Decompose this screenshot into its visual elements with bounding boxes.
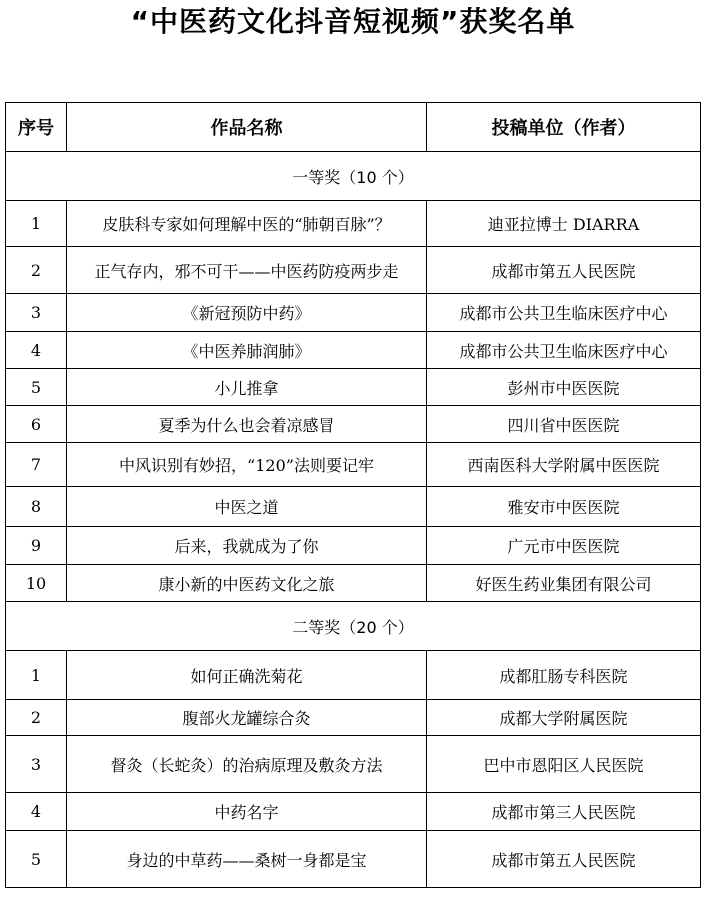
row-submitter: 四川省中医医院 (427, 406, 701, 443)
table-row (6, 565, 701, 602)
row-work-title: 《中医养肺润肺》 (67, 332, 427, 369)
row-submitter: 广元市中医医院 (427, 527, 701, 565)
row-index: 9 (6, 527, 67, 565)
row-index: 8 (6, 487, 67, 527)
row-submitter: 成都肛肠专科医院 (427, 651, 701, 700)
table-row (6, 736, 701, 793)
row-submitter: 西南医科大学附属中医医院 (427, 443, 701, 487)
table-row (6, 332, 701, 369)
row-work-title: 中药名字 (67, 793, 427, 831)
table-row (6, 406, 701, 443)
table-row (6, 247, 701, 294)
row-work-title: 皮肤科专家如何理解中医的“肺朝百脉”？ (67, 201, 427, 247)
row-work-title: 小儿推拿 (67, 369, 427, 406)
table-row (6, 294, 701, 332)
row-submitter: 彭州市中医医院 (427, 369, 701, 406)
table-row (6, 793, 701, 831)
row-index: 10 (6, 565, 67, 602)
section-label: 二等奖（20 个） (6, 602, 701, 651)
section-header-row (6, 152, 701, 201)
table-row (6, 651, 701, 700)
row-submitter: 雅安市中医医院 (427, 487, 701, 527)
row-index: 4 (6, 332, 67, 369)
row-index: 2 (6, 700, 67, 736)
awards-table (5, 102, 701, 888)
row-submitter: 好医生药业集团有限公司 (427, 565, 701, 602)
row-submitter: 迪亚拉博士 DIARRA (427, 201, 701, 247)
row-work-title: 正气存内，邪不可干——中医药防疫两步走 (67, 247, 427, 294)
row-index: 1 (6, 651, 67, 700)
table-row (6, 831, 701, 888)
row-work-title: 夏季为什么也会着凉感冒 (67, 406, 427, 443)
row-index: 2 (6, 247, 67, 294)
row-work-title: 腹部火龙罐综合灸 (67, 700, 427, 736)
row-work-title: 后来，我就成为了你 (67, 527, 427, 565)
header-submitter: 投稿单位（作者） (427, 103, 701, 152)
row-work-title: 督灸（长蛇灸）的治病原理及敷灸方法 (67, 736, 427, 793)
table-row (6, 700, 701, 736)
row-index: 5 (6, 369, 67, 406)
row-work-title: 康小新的中医药文化之旅 (67, 565, 427, 602)
row-index: 5 (6, 831, 67, 888)
row-work-title: 《新冠预防中药》 (67, 294, 427, 332)
row-work-title: 身边的中草药——桑树一身都是宝 (67, 831, 427, 888)
table-row (6, 527, 701, 565)
table-row (6, 487, 701, 527)
row-submitter: 巴中市恩阳区人民医院 (427, 736, 701, 793)
header-row (6, 103, 701, 152)
row-index: 7 (6, 443, 67, 487)
row-index: 3 (6, 294, 67, 332)
table-row (6, 369, 701, 406)
row-submitter: 成都市第三人民医院 (427, 793, 701, 831)
row-submitter: 成都市第五人民医院 (427, 247, 701, 294)
row-index: 1 (6, 201, 67, 247)
section-label: 一等奖（10 个） (6, 152, 701, 201)
table-row (6, 201, 701, 247)
row-work-title: 中医之道 (67, 487, 427, 527)
row-submitter: 成都大学附属医院 (427, 700, 701, 736)
row-index: 3 (6, 736, 67, 793)
row-work-title: 中风识别有妙招，“120”法则要记牢 (67, 443, 427, 487)
page-title: “中医药文化抖音短视频”获奖名单 (130, 5, 576, 38)
header-index: 序号 (6, 103, 67, 152)
row-submitter: 成都市第五人民医院 (427, 831, 701, 888)
row-submitter: 成都市公共卫生临床医疗中心 (427, 294, 701, 332)
header-work-title: 作品名称 (67, 103, 427, 152)
row-index: 6 (6, 406, 67, 443)
row-submitter: 成都市公共卫生临床医疗中心 (427, 332, 701, 369)
section-header-row (6, 602, 701, 651)
row-index: 4 (6, 793, 67, 831)
table-row (6, 443, 701, 487)
row-work-title: 如何正确洗菊花 (67, 651, 427, 700)
